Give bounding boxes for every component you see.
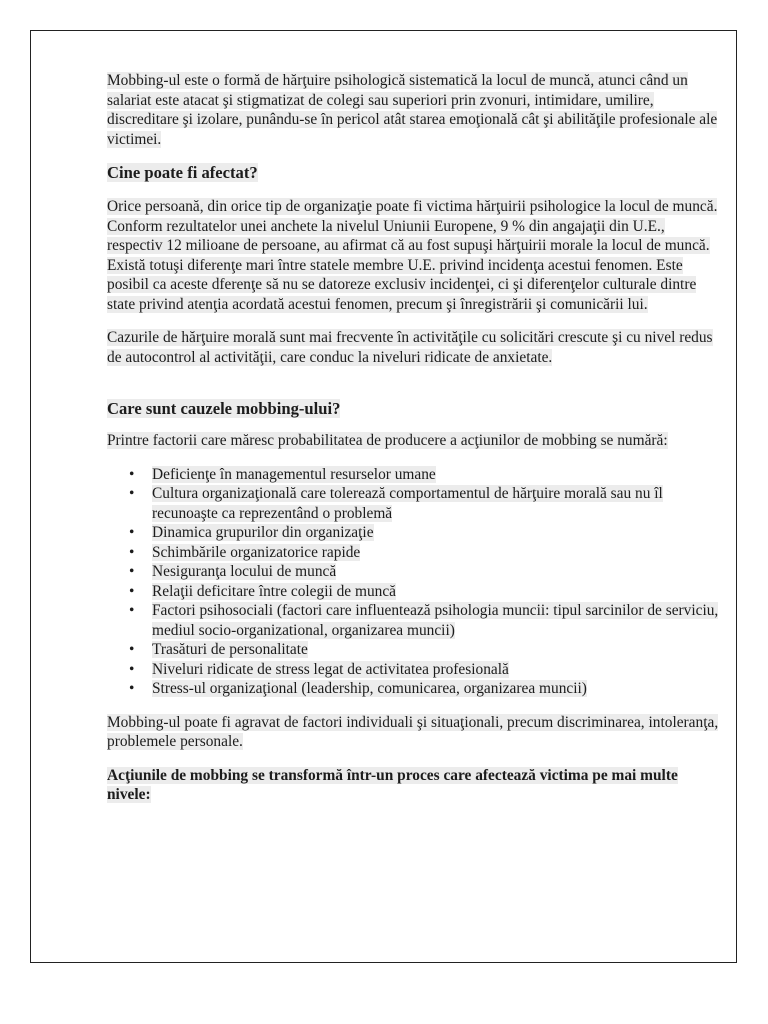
list-item: • Niveluri ridicate de stress legat de activitatea profesională — [152, 660, 722, 680]
cases-paragraph: Cazurile de hărţuire morală sunt mai frecvente în activităţile cu solicitări crescute şi cu nivel redus de autocontrol al activităţii, care conduc la niveluri ridicate de anxietate. — [107, 329, 713, 366]
actions-paragraph: Acţiunile de mobbing se transformă într-un proces care afectează victima pe mai multe nivele: — [107, 766, 678, 803]
list-item: • Cultura organizaţională care tolerează comportamentul de hărţuire morală sau nu îl recunoaşte ca reprezentând o problemă — [152, 484, 722, 523]
intro-paragraph: Mobbing-ul este o formă de hărţuire psihologică sistematică la locul de muncă, atunci când un salariat este atacat şi stigmatizat de colegi sau superiori prin zvonuri, intimidare, umilire, discreditare şi izolare, punându-se în pericol atât starea emoţională cât şi abilităţile profesionale ale victimei. — [107, 72, 718, 148]
aggravated-paragraph: Mobbing-ul poate fi agravat de factori individuali şi situaţionali, precum discriminarea, intoleranţa, problemele personale. — [107, 713, 719, 750]
heading-causes: Care sunt cauzele mobbing-ului? — [107, 399, 341, 418]
list-item: • Relaţii deficitare între colegii de muncă — [152, 582, 722, 602]
list-item: • Factori psihosociali (factori care influentează psihologia muncii: tipul sarcinilor de serviciu, mediul socio-organizational, organizarea muncii) — [152, 601, 722, 640]
list-item: • Dinamica grupurilor din organizaţie — [152, 523, 722, 543]
causes-intro-paragraph: Printre factorii care măresc probabilitatea de producere a acţiunilor de mobbing se numără: — [107, 432, 668, 449]
document-content — [107, 71, 722, 805]
heading-affected: Cine poate fi afectat? — [107, 163, 258, 182]
list-item: • Schimbările organizatorice rapide — [152, 543, 722, 563]
affected-paragraph: Orice persoană, din orice tip de organizaţie poate fi victima hărţuirii psihologice la locul de muncă. Conform rezultatelor unei anchete la nivelul Uniunii Europene, 9 % din angajaţii din U.E., respectiv 12 milioane de persoane, au afirmat că au fost supuşi hărţuirii morale la locul de muncă. Există totuşi diferenţe mari între statele membre U.E. privind incidenţa acestui fenomen. Este posibil ca aceste dferenţe să nu se datoreze exclusiv incidenţei, ci şi diferenţelor culturale dintre state privind atenţia acordată acestui fenomen, precum şi înregistrării şi comunicării lui. — [107, 198, 718, 313]
list-item: • Nesiguranţa locului de muncă — [152, 562, 722, 582]
list-item: • Deficienţe în managementul resurselor umane — [152, 465, 722, 485]
list-item: • Stress-ul organizaţional (leadership, comunicarea, organizarea muncii) — [152, 679, 722, 699]
list-item: • Trasături de personalitate — [152, 640, 722, 660]
document-page — [30, 30, 737, 963]
causes-list — [107, 465, 722, 699]
